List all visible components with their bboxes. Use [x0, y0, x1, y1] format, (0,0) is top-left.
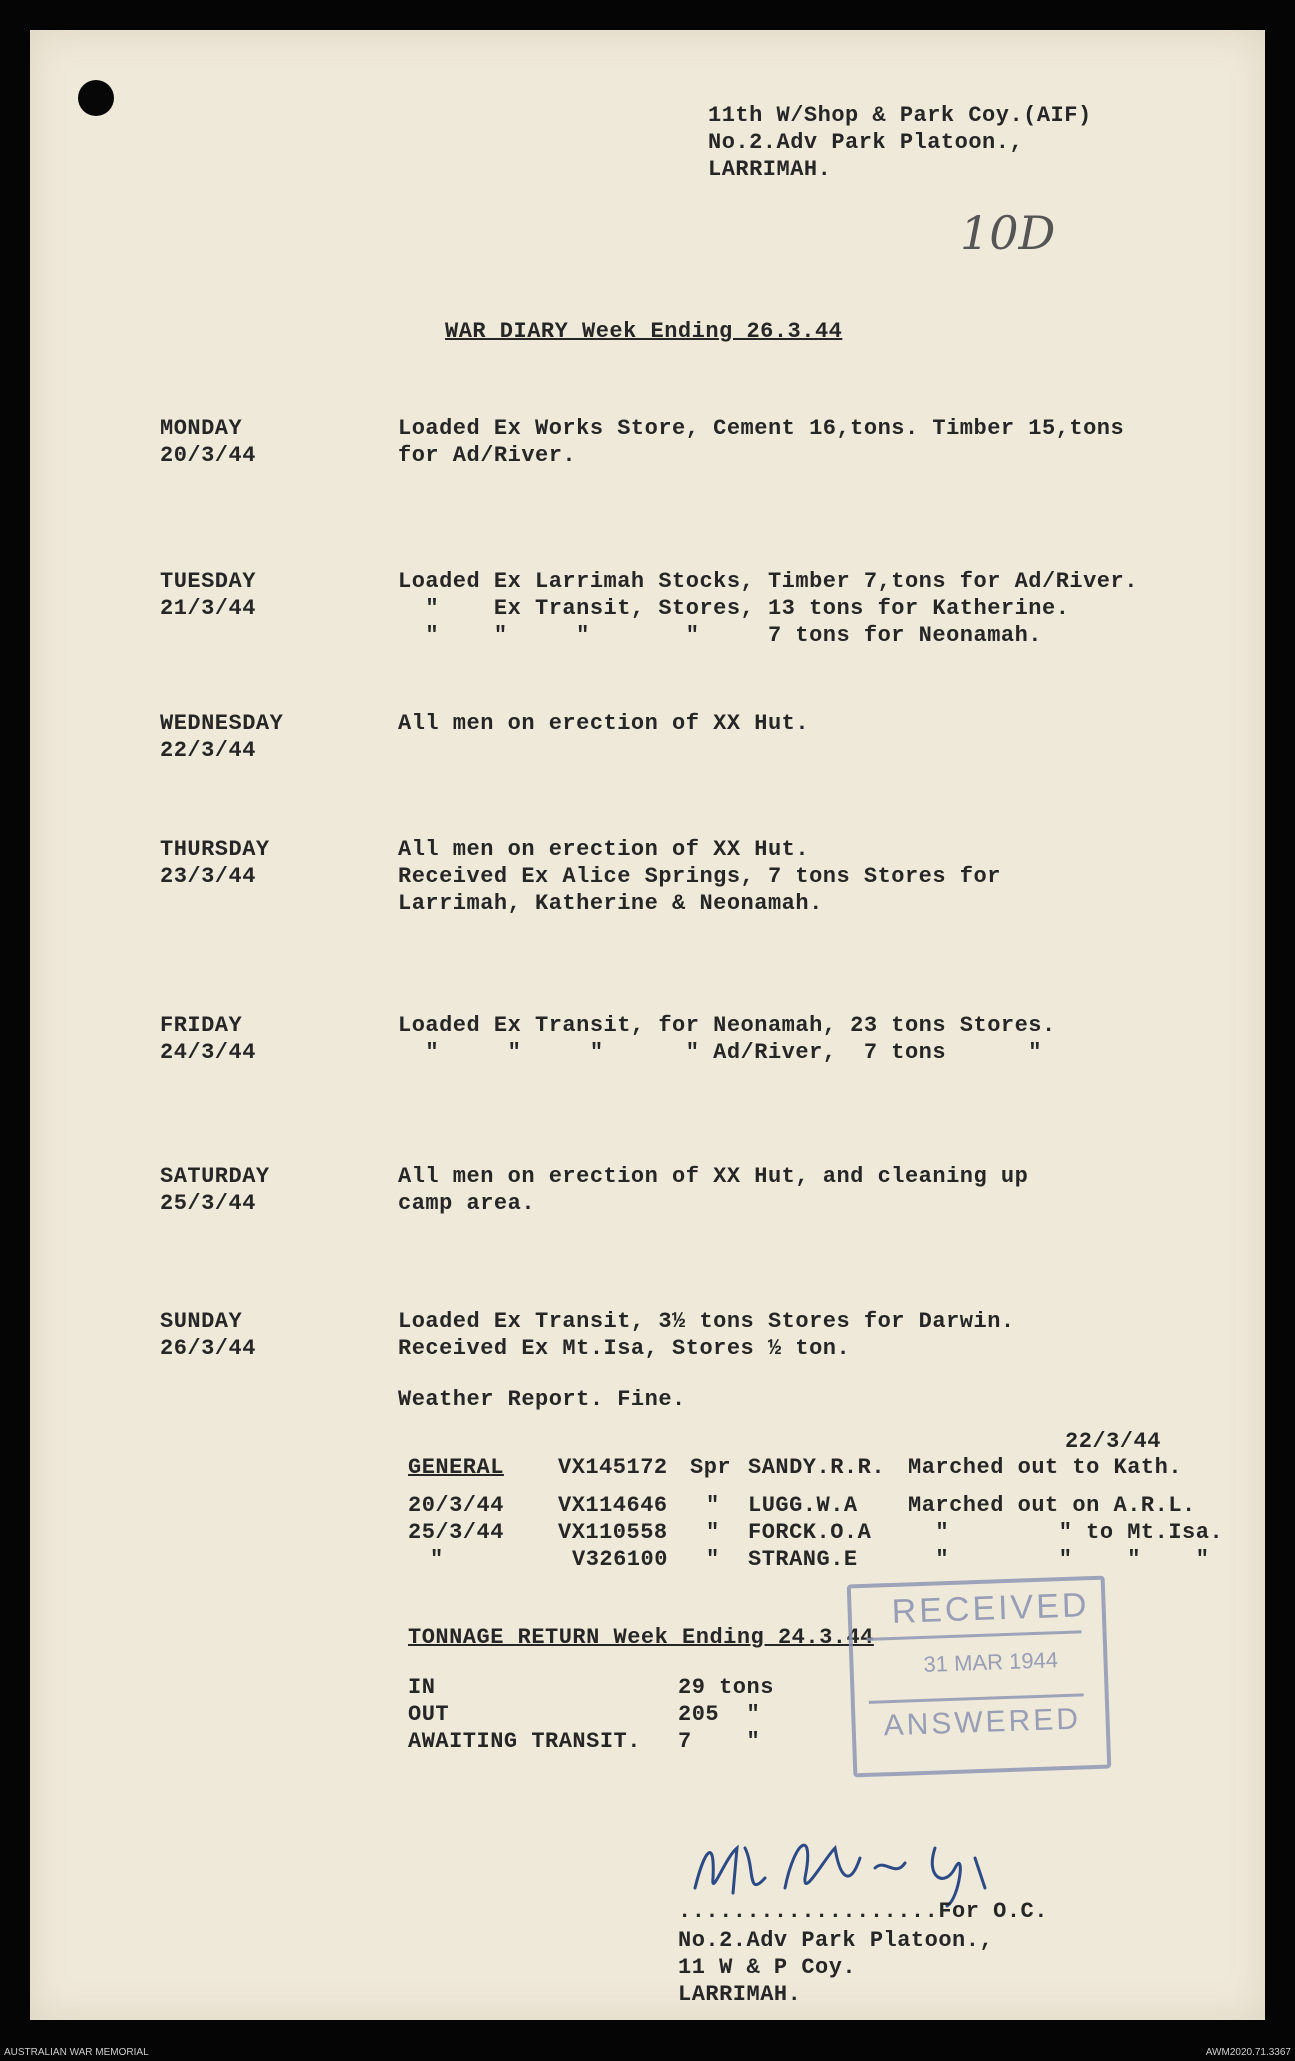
document-title: WAR DIARY Week Ending 26.3.44: [445, 319, 843, 344]
service-number: VX114646: [558, 1493, 668, 1518]
entry-line: Received Ex Mt.Isa, Stores ½ ton.: [398, 1336, 851, 1361]
punch-hole: [78, 80, 114, 116]
movement: " " " ": [908, 1547, 1210, 1572]
header-platoon: No.2.Adv Park Platoon.,: [708, 130, 1024, 155]
entry-date: 20/3/44: [160, 443, 256, 468]
signature-location: LARRIMAH.: [678, 1982, 802, 2007]
rank: ": [706, 1520, 720, 1545]
header-unit: 11th W/Shop & Park Coy.(AIF): [708, 103, 1092, 128]
entry-day: MONDAY: [160, 416, 243, 441]
soldier-name: STRANG.E: [748, 1547, 858, 1572]
entry-day: SUNDAY: [160, 1309, 243, 1334]
tonnage-value: 7 ": [678, 1729, 761, 1754]
rank: ": [706, 1547, 720, 1572]
footer-left: AUSTRALIAN WAR MEMORIAL: [4, 2047, 149, 2058]
entry-date: 24/3/44: [160, 1040, 256, 1065]
signature-coy: 11 W & P Coy.: [678, 1955, 857, 1980]
rank: Spr: [690, 1455, 732, 1480]
entry-line: camp area.: [398, 1191, 536, 1216]
movement-date: 20/3/44: [408, 1493, 504, 1518]
footer-right: AWM2020.71.3367: [1205, 2047, 1291, 2058]
entry-date: 26/3/44: [160, 1336, 256, 1361]
movement-date: 25/3/44: [408, 1520, 504, 1545]
movement: Marched out on A.R.L.: [908, 1493, 1196, 1518]
entry-day: WEDNESDAY: [160, 711, 284, 736]
signature-line: ...................For O.C.: [678, 1899, 1048, 1924]
service-number: VX145172: [558, 1455, 668, 1480]
entry-date: 25/3/44: [160, 1191, 256, 1216]
entry-line: " " " " Ad/River, 7 tons ": [398, 1040, 1043, 1065]
movement-date: ": [430, 1547, 444, 1572]
soldier-name: LUGG.W.A: [748, 1493, 858, 1518]
signature-platoon: No.2.Adv Park Platoon.,: [678, 1928, 994, 1953]
general-annotation: 22/3/44: [1065, 1429, 1161, 1454]
entry-line: Loaded Ex Transit, 3½ tons Stores for Darwin.: [398, 1309, 1015, 1334]
tonnage-value: 29 tons: [678, 1675, 774, 1700]
tonnage-label: IN: [408, 1675, 436, 1700]
entry-day: TUESDAY: [160, 569, 256, 594]
movement: " " to Mt.Isa.: [908, 1520, 1224, 1545]
entry-line: Loaded Ex Works Store, Cement 16,tons. Timber 15,tons: [398, 416, 1125, 441]
entry-line: All men on erection of XX Hut.: [398, 837, 810, 862]
entry-date: 23/3/44: [160, 864, 256, 889]
movement: Marched out to Kath.: [908, 1455, 1183, 1480]
entry-line: Larrimah, Katherine & Neonamah.: [398, 891, 823, 916]
entry-line: Loaded Ex Larrimah Stocks, Timber 7,tons for Ad/River.: [398, 569, 1138, 594]
entry-line: for Ad/River.: [398, 443, 577, 468]
soldier-name: FORCK.O.A: [748, 1520, 872, 1545]
entry-line: " " " " 7 tons for Neonamah.: [398, 623, 1043, 648]
entry-line: All men on erection of XX Hut.: [398, 711, 810, 736]
tonnage-value: 205 ": [678, 1702, 761, 1727]
weather-report: Weather Report. Fine.: [398, 1387, 686, 1412]
entry-date: 22/3/44: [160, 738, 256, 763]
tonnage-label: AWAITING TRANSIT.: [408, 1729, 641, 1754]
header-location: LARRIMAH.: [708, 157, 832, 182]
entry-day: FRIDAY: [160, 1013, 243, 1038]
tonnage-title: TONNAGE RETURN Week Ending 24.3.44: [408, 1625, 874, 1650]
soldier-name: SANDY.R.R.: [748, 1455, 886, 1480]
entry-day: THURSDAY: [160, 837, 270, 862]
general-label: GENERAL: [408, 1455, 504, 1480]
document-page: [30, 30, 1265, 2020]
service-number: VX110558: [558, 1520, 668, 1545]
stamp-date-text: 31 MAR 1944: [923, 1647, 1059, 1677]
signature-scribble: [685, 1818, 1045, 1908]
entry-line: All men on erection of XX Hut, and cleaning up: [398, 1164, 1029, 1189]
entry-day: SATURDAY: [160, 1164, 270, 1189]
tonnage-label: OUT: [408, 1702, 450, 1727]
service-number: V326100: [572, 1547, 668, 1572]
received-stamp: [847, 1576, 1112, 1778]
stamp-answered-text: ANSWERED: [883, 1702, 1082, 1743]
entry-line: Received Ex Alice Springs, 7 tons Stores for: [398, 864, 1001, 889]
entry-date: 21/3/44: [160, 596, 256, 621]
rank: ": [706, 1493, 720, 1518]
stamp-received-text: RECEIVED: [891, 1586, 1091, 1631]
entry-line: Loaded Ex Transit, for Neonamah, 23 tons Stores.: [398, 1013, 1056, 1038]
entry-line: " Ex Transit, Stores, 13 tons for Katherine.: [398, 596, 1070, 621]
handwritten-reference: 10D: [960, 206, 1056, 260]
